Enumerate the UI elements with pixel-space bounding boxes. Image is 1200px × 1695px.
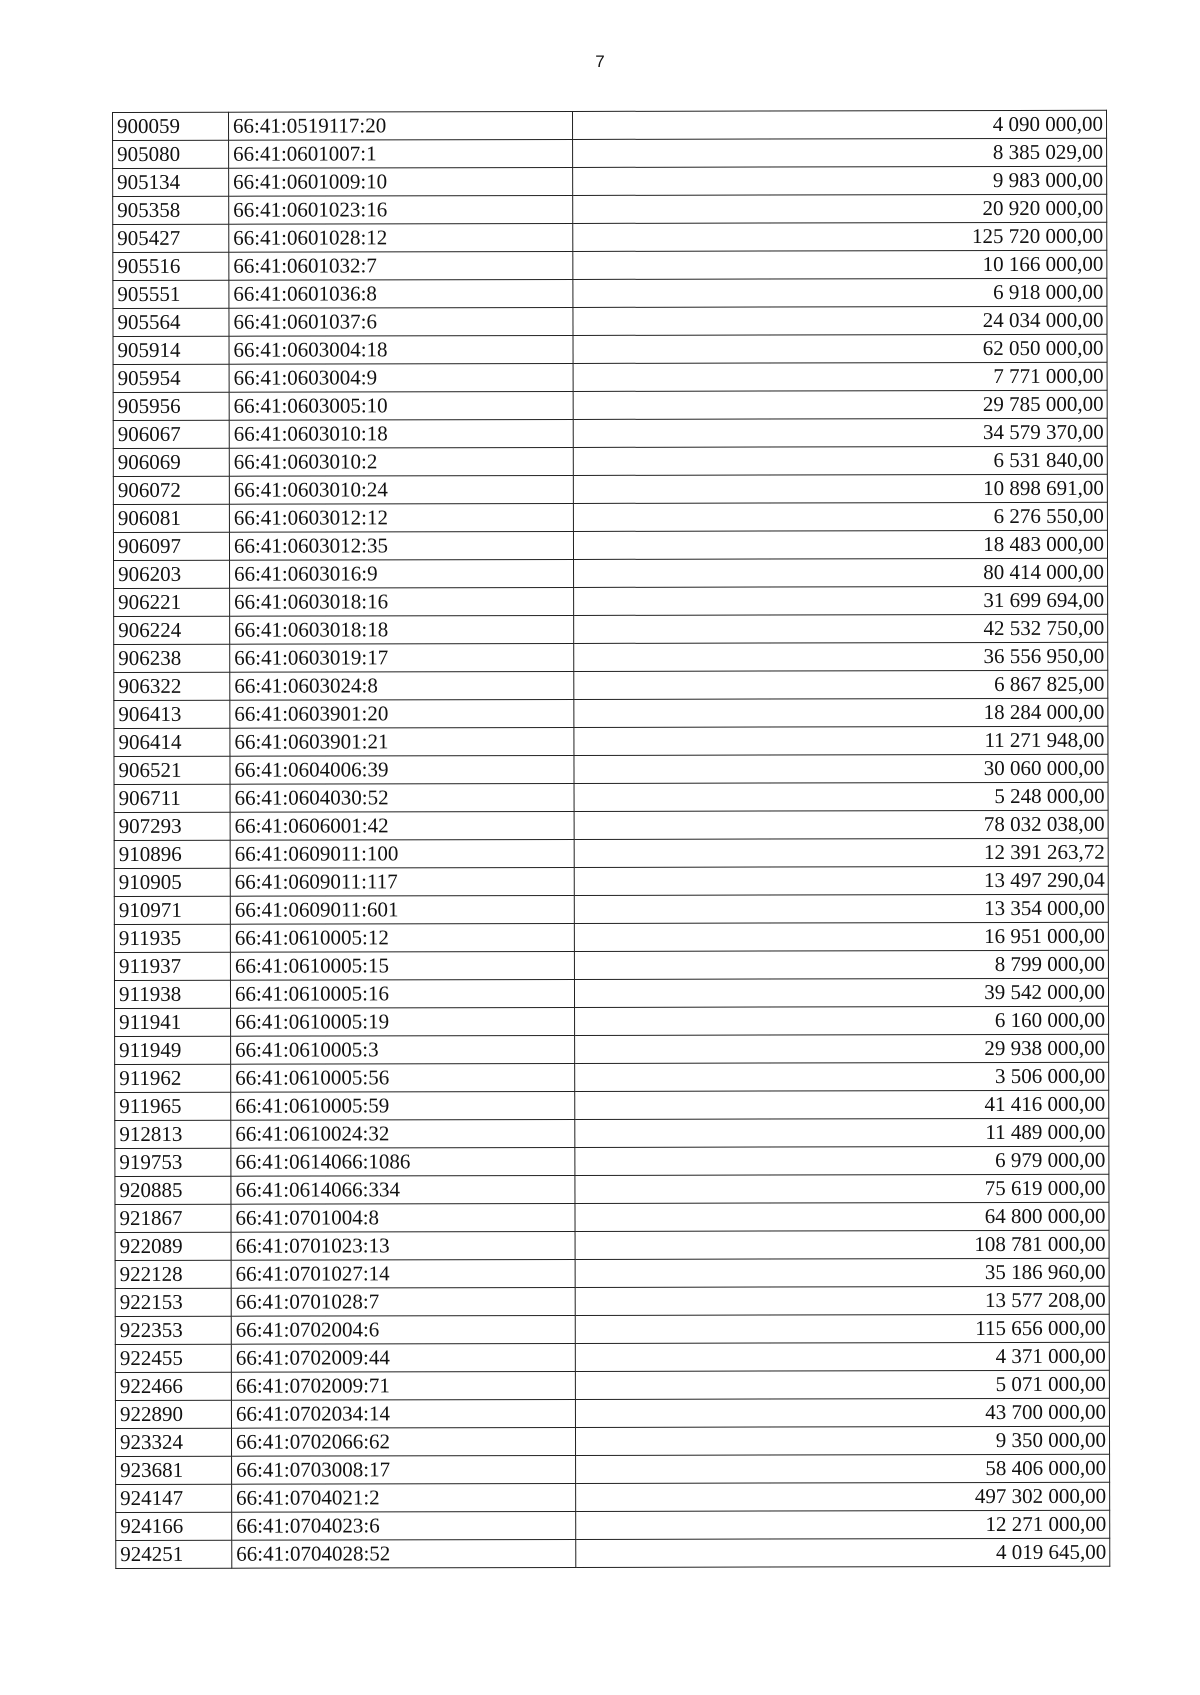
cadastral-number-cell: 66:41:0603012:35 <box>229 531 573 560</box>
cadastral-value-cell: 30 060 000,00 <box>574 754 1108 783</box>
cadastral-number-cell: 66:41:0603010:24 <box>229 475 573 504</box>
cadastral-number-cell: 66:41:0603018:18 <box>230 615 574 644</box>
row-id-cell: 911941 <box>115 1008 231 1036</box>
cadastral-value-cell: 39 542 000,00 <box>574 978 1108 1007</box>
table-body <box>113 110 1110 1568</box>
cadastral-number-cell: 66:41:0610005:15 <box>230 951 574 980</box>
cadastral-value-cell: 80 414 000,00 <box>574 558 1108 587</box>
cadastral-number-cell: 66:41:0702004:6 <box>231 1315 575 1344</box>
cadastral-value-cell: 6 867 825,00 <box>574 670 1108 699</box>
cadastral-number-cell: 66:41:0704023:6 <box>232 1511 576 1540</box>
row-id-cell: 905427 <box>113 224 229 252</box>
table-row <box>113 530 1107 560</box>
cadastral-value-cell: 10 898 691,00 <box>573 474 1107 503</box>
row-id-cell: 922089 <box>115 1232 231 1260</box>
row-id-cell: 911937 <box>114 952 230 980</box>
cadastral-value-cell: 11 271 948,00 <box>574 726 1108 755</box>
cadastral-value-cell: 8 799 000,00 <box>574 950 1108 979</box>
table-row <box>115 1006 1109 1036</box>
cadastral-value-cell: 12 391 263,72 <box>574 838 1108 867</box>
cadastral-value-cell: 6 160 000,00 <box>575 1006 1109 1035</box>
row-id-cell: 922128 <box>115 1260 231 1288</box>
table-row <box>114 922 1108 952</box>
row-id-cell: 905564 <box>113 308 229 336</box>
table-row <box>114 978 1108 1008</box>
cadastral-value-cell: 4 371 000,00 <box>575 1342 1109 1371</box>
cadastral-value-cell: 62 050 000,00 <box>573 334 1107 363</box>
table-row <box>114 698 1108 728</box>
cadastral-number-cell: 66:41:0601007:1 <box>229 139 573 168</box>
row-id-cell: 906069 <box>113 448 229 476</box>
table-row <box>116 1454 1110 1484</box>
table-row <box>113 306 1107 336</box>
cadastral-value-cell: 6 276 550,00 <box>573 502 1107 531</box>
cadastral-value-cell: 12 271 000,00 <box>576 1510 1110 1539</box>
table-row <box>115 1062 1109 1092</box>
cadastral-value-cell: 6 918 000,00 <box>573 278 1107 307</box>
row-id-cell: 906711 <box>114 784 230 812</box>
row-id-cell: 910971 <box>114 896 230 924</box>
cadastral-number-cell: 66:41:0601037:6 <box>229 307 573 336</box>
cadastral-value-cell: 78 032 038,00 <box>574 810 1108 839</box>
table-row <box>113 250 1107 280</box>
table-row <box>115 1174 1109 1204</box>
table-row <box>115 1034 1109 1064</box>
cadastral-value-cell: 7 771 000,00 <box>573 362 1107 391</box>
cadastral-value-cell: 3 506 000,00 <box>575 1062 1109 1091</box>
cadastral-number-cell: 66:41:0603901:21 <box>230 727 574 756</box>
cadastral-value-cell: 58 406 000,00 <box>576 1454 1110 1483</box>
cadastral-number-cell: 66:41:0610005:56 <box>231 1063 575 1092</box>
cadastral-number-cell: 66:41:0609011:601 <box>230 895 574 924</box>
cadastral-number-cell: 66:41:0603024:8 <box>230 671 574 700</box>
row-id-cell: 905551 <box>113 280 229 308</box>
row-id-cell: 910905 <box>114 868 230 896</box>
cadastral-number-cell: 66:41:0610024:32 <box>231 1119 575 1148</box>
cadastral-number-cell: 66:41:0609011:117 <box>230 867 574 896</box>
cadastral-number-cell: 66:41:0701023:13 <box>231 1231 575 1260</box>
table-row <box>116 1538 1110 1568</box>
row-id-cell: 906224 <box>114 616 230 644</box>
table-row <box>115 1398 1109 1428</box>
row-id-cell: 920885 <box>115 1176 231 1204</box>
table-row <box>113 390 1107 420</box>
cadastral-value-cell: 9 983 000,00 <box>573 166 1107 195</box>
cadastral-number-cell: 66:41:0610005:12 <box>230 923 574 952</box>
row-id-cell: 921867 <box>115 1204 231 1232</box>
table-row <box>115 1426 1109 1456</box>
table-row <box>113 278 1107 308</box>
table-row <box>113 446 1107 476</box>
table-row <box>113 418 1107 448</box>
row-id-cell: 906413 <box>114 700 230 728</box>
row-id-cell: 905954 <box>113 364 229 392</box>
table-row <box>115 1258 1109 1288</box>
cadastral-value-cell: 36 556 950,00 <box>574 642 1108 671</box>
table-row <box>113 194 1107 224</box>
table-row <box>113 110 1107 140</box>
cadastral-number-cell: 66:41:0603016:9 <box>230 559 574 588</box>
cadastral-value-cell: 13 354 000,00 <box>574 894 1108 923</box>
row-id-cell: 906414 <box>114 728 230 756</box>
cadastral-number-cell: 66:41:0610005:3 <box>231 1035 575 1064</box>
cadastral-value-cell: 6 979 000,00 <box>575 1146 1109 1175</box>
row-id-cell: 905914 <box>113 336 229 364</box>
row-id-cell: 922466 <box>115 1372 231 1400</box>
table-row <box>114 642 1108 672</box>
cadastral-value-cell: 4 090 000,00 <box>572 110 1106 139</box>
table-row <box>113 502 1107 532</box>
cadastral-number-cell: 66:41:0519117:20 <box>229 111 573 140</box>
cadastral-value-cell: 13 577 208,00 <box>575 1286 1109 1315</box>
table-row <box>114 754 1108 784</box>
cadastral-value-cell: 18 284 000,00 <box>574 698 1108 727</box>
cadastral-number-cell: 66:41:0702034:14 <box>231 1399 575 1428</box>
table-row <box>115 1314 1109 1344</box>
row-id-cell: 922353 <box>115 1316 231 1344</box>
cadastral-number-cell: 66:41:0603010:18 <box>229 419 573 448</box>
row-id-cell: 922455 <box>115 1344 231 1372</box>
cadastral-number-cell: 66:41:0701028:7 <box>231 1287 575 1316</box>
cadastral-number-cell: 66:41:0601036:8 <box>229 279 573 308</box>
row-id-cell: 906072 <box>113 476 229 504</box>
cadastral-value-cell: 29 785 000,00 <box>573 390 1107 419</box>
cadastral-value-cell: 43 700 000,00 <box>575 1398 1109 1427</box>
table-row <box>114 782 1108 812</box>
row-id-cell: 919753 <box>115 1148 231 1176</box>
row-id-cell: 923324 <box>115 1428 231 1456</box>
row-id-cell: 922153 <box>115 1288 231 1316</box>
table-row <box>114 558 1108 588</box>
table-row <box>115 1370 1109 1400</box>
cadastral-number-cell: 66:41:0610005:19 <box>231 1007 575 1036</box>
row-id-cell: 905080 <box>113 140 229 168</box>
row-id-cell: 910896 <box>114 840 230 868</box>
cadastral-value-cell: 497 302 000,00 <box>576 1482 1110 1511</box>
cadastral-value-cell: 20 920 000,00 <box>573 194 1107 223</box>
cadastral-value-cell: 34 579 370,00 <box>573 418 1107 447</box>
cadastral-value-cell: 11 489 000,00 <box>575 1118 1109 1147</box>
table-row <box>115 1202 1109 1232</box>
cadastral-number-cell: 66:41:0601009:10 <box>229 167 573 196</box>
table-row <box>113 166 1107 196</box>
cadastral-number-cell: 66:41:0610005:16 <box>230 979 574 1008</box>
row-id-cell: 906097 <box>113 532 229 560</box>
cadastral-number-cell: 66:41:0701004:8 <box>231 1203 575 1232</box>
cadastral-value-cell: 108 781 000,00 <box>575 1230 1109 1259</box>
cadastral-number-cell: 66:41:0604006:39 <box>230 755 574 784</box>
cadastral-value-cell: 18 483 000,00 <box>573 530 1107 559</box>
cadastral-value-cell: 64 800 000,00 <box>575 1202 1109 1231</box>
row-id-cell: 905956 <box>113 392 229 420</box>
page-number: 7 <box>595 52 605 71</box>
table-row <box>113 334 1107 364</box>
row-id-cell: 924147 <box>116 1484 232 1512</box>
cadastral-number-cell: 66:41:0603012:12 <box>229 503 573 532</box>
cadastral-number-cell: 66:41:0603019:17 <box>230 643 574 672</box>
cadastral-number-cell: 66:41:0601023:16 <box>229 195 573 224</box>
row-id-cell: 911965 <box>115 1092 231 1120</box>
cadastral-value-cell: 35 186 960,00 <box>575 1258 1109 1287</box>
row-id-cell: 912813 <box>115 1120 231 1148</box>
table-row <box>115 1118 1109 1148</box>
cadastral-number-cell: 66:41:0702009:44 <box>231 1343 575 1372</box>
table-row <box>113 362 1107 392</box>
row-id-cell: 905516 <box>113 252 229 280</box>
cadastral-number-cell: 66:41:0614066:1086 <box>231 1147 575 1176</box>
cadastral-value-cell: 10 166 000,00 <box>573 250 1107 279</box>
row-id-cell: 923681 <box>116 1456 232 1484</box>
row-id-cell: 906221 <box>114 588 230 616</box>
row-id-cell: 924251 <box>116 1540 232 1568</box>
table-row <box>114 726 1108 756</box>
row-id-cell: 922890 <box>115 1400 231 1428</box>
cadastral-number-cell: 66:41:0603004:18 <box>229 335 573 364</box>
row-id-cell: 911935 <box>114 924 230 952</box>
table-row <box>114 838 1108 868</box>
cadastral-value-cell: 125 720 000,00 <box>573 222 1107 251</box>
cadastral-value-cell: 75 619 000,00 <box>575 1174 1109 1203</box>
cadastral-number-cell: 66:41:0610005:59 <box>231 1091 575 1120</box>
cadastral-value-cell: 42 532 750,00 <box>574 614 1108 643</box>
cadastral-number-cell: 66:41:0701027:14 <box>231 1259 575 1288</box>
table-row <box>114 614 1108 644</box>
row-id-cell: 906521 <box>114 756 230 784</box>
table-row <box>116 1482 1110 1512</box>
table-row <box>114 586 1108 616</box>
table-row <box>113 138 1107 168</box>
cadastral-value-cell: 9 350 000,00 <box>575 1426 1109 1455</box>
cadastral-number-cell: 66:41:0704028:52 <box>232 1539 576 1568</box>
cadastral-value-cell: 41 416 000,00 <box>575 1090 1109 1119</box>
table-row <box>114 810 1108 840</box>
cadastral-value-cell: 115 656 000,00 <box>575 1314 1109 1343</box>
table-row <box>115 1090 1109 1120</box>
cadastral-number-cell: 66:41:0704021:2 <box>232 1483 576 1512</box>
table-row <box>113 222 1107 252</box>
row-id-cell: 905358 <box>113 196 229 224</box>
row-id-cell: 900059 <box>113 112 229 140</box>
cadastral-number-cell: 66:41:0603005:10 <box>229 391 573 420</box>
table-row <box>113 474 1107 504</box>
document-table-wrapper <box>112 110 1110 1569</box>
table-row <box>114 894 1108 924</box>
cadastral-number-cell: 66:41:0614066:334 <box>231 1175 575 1204</box>
table-row <box>114 670 1108 700</box>
cadastral-number-cell: 66:41:0603018:16 <box>230 587 574 616</box>
cadastral-value-cell: 16 951 000,00 <box>574 922 1108 951</box>
table-row <box>114 950 1108 980</box>
cadastral-value-cell: 4 019 645,00 <box>576 1538 1110 1567</box>
cadastral-value-cell: 6 531 840,00 <box>573 446 1107 475</box>
cadastral-number-cell: 66:41:0702066:62 <box>231 1427 575 1456</box>
cadastral-value-cell: 24 034 000,00 <box>573 306 1107 335</box>
cadastral-number-cell: 66:41:0603004:9 <box>229 363 573 392</box>
table-row <box>115 1146 1109 1176</box>
cadastral-value-cell: 13 497 290,04 <box>574 866 1108 895</box>
cadastral-number-cell: 66:41:0603010:2 <box>229 447 573 476</box>
cadastral-value-cell: 29 938 000,00 <box>575 1034 1109 1063</box>
row-id-cell: 906238 <box>114 644 230 672</box>
cadastral-number-cell: 66:41:0702009:71 <box>231 1371 575 1400</box>
table-row <box>115 1286 1109 1316</box>
cadastral-number-cell: 66:41:0606001:42 <box>230 811 574 840</box>
cadastral-number-cell: 66:41:0601032:7 <box>229 251 573 280</box>
table-row <box>116 1510 1110 1540</box>
cadastral-number-cell: 66:41:0703008:17 <box>232 1455 576 1484</box>
row-id-cell: 911938 <box>114 980 230 1008</box>
cadastral-value-cell: 5 071 000,00 <box>575 1370 1109 1399</box>
row-id-cell: 924166 <box>116 1512 232 1540</box>
cadastral-value-table <box>112 110 1110 1569</box>
cadastral-number-cell: 66:41:0604030:52 <box>230 783 574 812</box>
cadastral-number-cell: 66:41:0609011:100 <box>230 839 574 868</box>
row-id-cell: 907293 <box>114 812 230 840</box>
cadastral-value-cell: 5 248 000,00 <box>574 782 1108 811</box>
row-id-cell: 905134 <box>113 168 229 196</box>
row-id-cell: 906203 <box>114 560 230 588</box>
cadastral-number-cell: 66:41:0601028:12 <box>229 223 573 252</box>
row-id-cell: 906081 <box>113 504 229 532</box>
cadastral-value-cell: 31 699 694,00 <box>574 586 1108 615</box>
table-row <box>114 866 1108 896</box>
row-id-cell: 911962 <box>115 1064 231 1092</box>
cadastral-number-cell: 66:41:0603901:20 <box>230 699 574 728</box>
row-id-cell: 906067 <box>113 420 229 448</box>
table-row <box>115 1342 1109 1372</box>
row-id-cell: 906322 <box>114 672 230 700</box>
cadastral-value-cell: 8 385 029,00 <box>573 138 1107 167</box>
table-row <box>115 1230 1109 1260</box>
row-id-cell: 911949 <box>115 1036 231 1064</box>
